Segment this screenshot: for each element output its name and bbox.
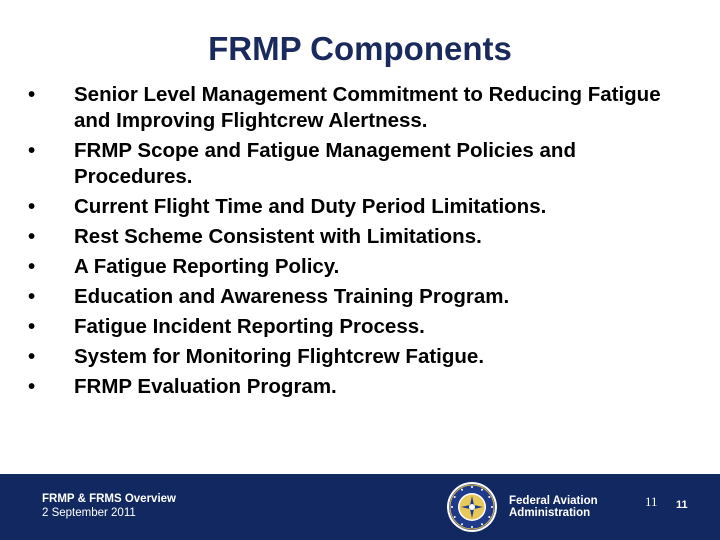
faa-seal-icon [446, 481, 498, 533]
bullet-icon: • [28, 345, 36, 368]
bullet-text: Current Flight Time and Duty Period Limitations. [74, 195, 547, 218]
bullet-text: Fatigue Incident Reporting Process. [74, 315, 425, 338]
agency-line-1: Federal Aviation [509, 495, 598, 507]
list-item [28, 284, 688, 310]
bullet-icon: • [28, 285, 36, 308]
page-number: 11 [645, 494, 658, 509]
list-item [28, 82, 688, 134]
bullet-icon: • [28, 225, 36, 248]
page-number-secondary: 11 [676, 499, 688, 511]
bullet-text: FRMP Evaluation Program. [74, 375, 337, 398]
footer-bar [0, 474, 720, 540]
bullet-text: System for Monitoring Flightcrew Fatigue. [74, 345, 485, 368]
slide-title: FRMP Components [208, 30, 512, 67]
bullet-text: A Fatigue Reporting Policy. [74, 255, 340, 278]
bullet-icon: • [28, 83, 36, 106]
bullet-text: FRMP Scope and Fatigue Management Policies and Procedures. [74, 139, 576, 188]
list-item [28, 374, 688, 400]
bullet-icon: • [28, 255, 36, 278]
agency-name [509, 495, 598, 519]
agency-line-2: Administration [509, 507, 591, 519]
list-item [28, 194, 688, 220]
bullet-icon: • [28, 139, 36, 162]
bullet-list [28, 82, 688, 404]
bullet-text: Senior Level Management Commitment to Reducing Fatigue and Improving Flightcrew Alertness. [74, 83, 661, 132]
bullet-icon: • [28, 315, 36, 338]
footer-info [42, 492, 176, 521]
bullet-text: Education and Awareness Training Program. [74, 285, 510, 308]
presentation-date: 2 September 2011 [42, 507, 136, 519]
bullet-icon: • [28, 375, 36, 398]
presentation-title: FRMP & FRMS Overview [42, 493, 176, 505]
list-item [28, 254, 688, 280]
list-item [28, 224, 688, 250]
bullet-text: Rest Scheme Consistent with Limitations. [74, 225, 482, 248]
list-item [28, 138, 688, 190]
list-item [28, 314, 688, 340]
list-item [28, 344, 688, 370]
bullet-icon: • [28, 195, 36, 218]
